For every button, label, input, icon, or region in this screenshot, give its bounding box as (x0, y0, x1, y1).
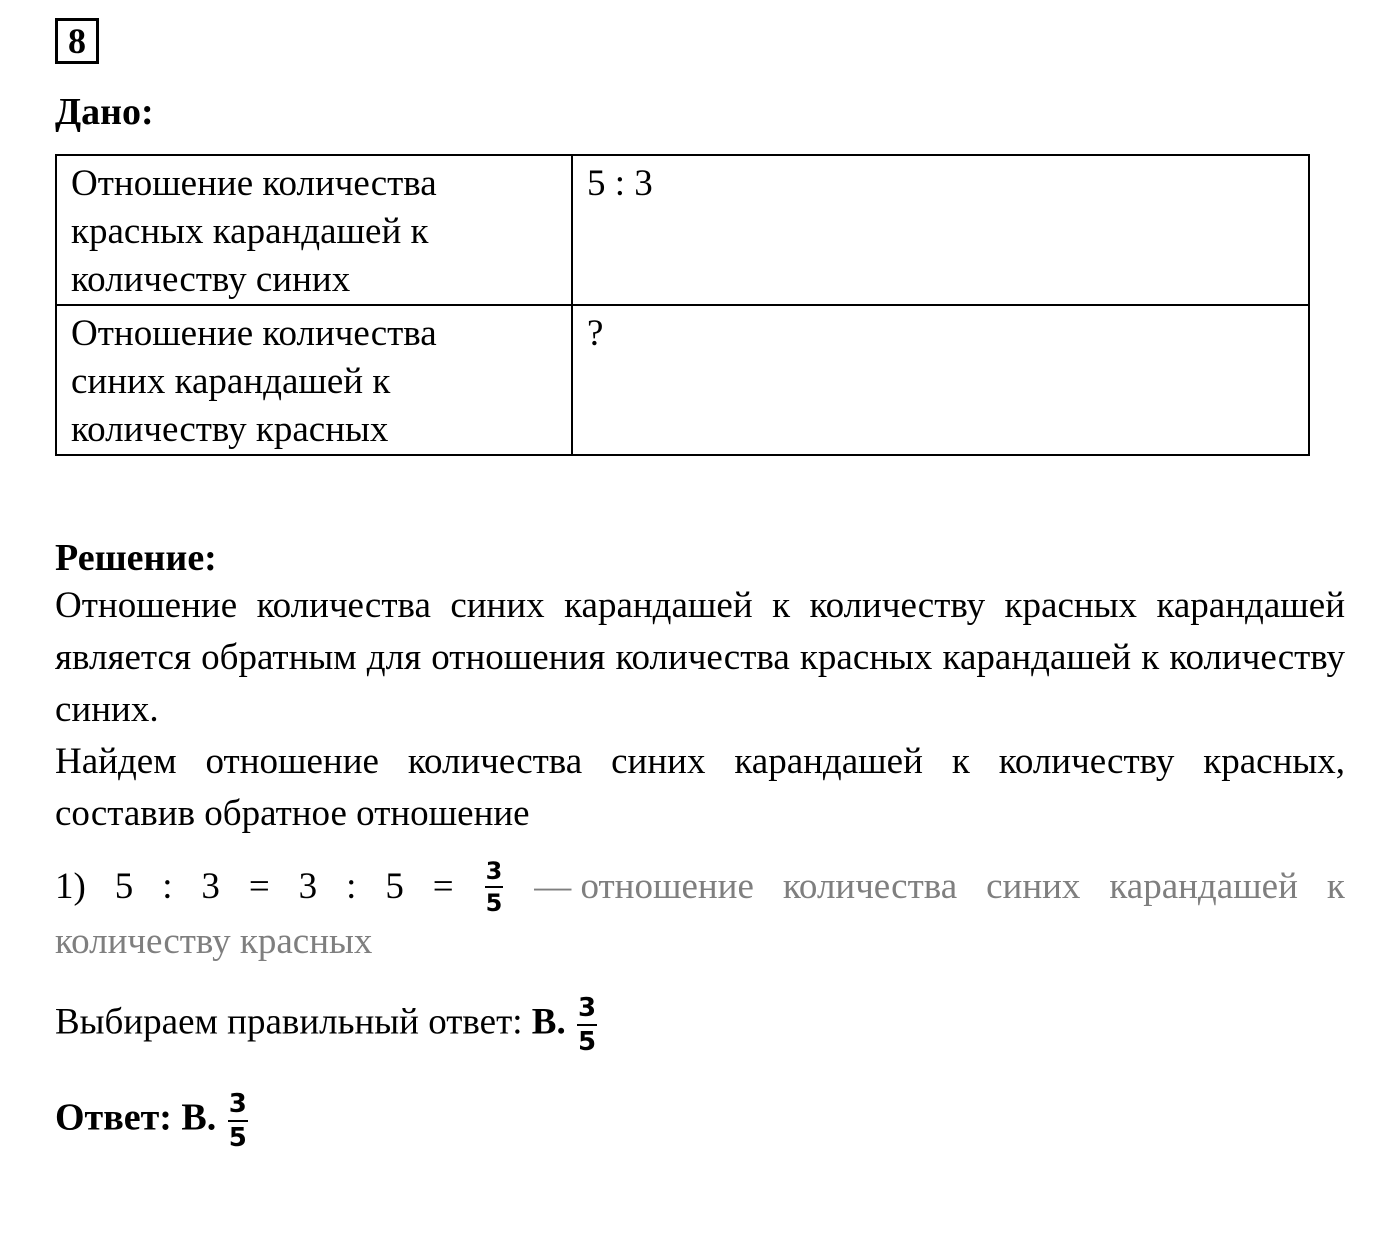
fraction-denominator: 5 (228, 1123, 247, 1153)
step-comment-token: к (1326, 866, 1345, 907)
step-token: 5 (385, 866, 404, 907)
label-line: количеству красных (71, 409, 389, 450)
step-comment-token: синих (986, 866, 1081, 907)
step-token: = (432, 866, 454, 907)
fraction-denominator: 5 (577, 1027, 597, 1057)
solution-page (55, 18, 1345, 1152)
given-table (55, 154, 1310, 456)
step-token: 1) (55, 866, 86, 907)
choice-line (55, 994, 1345, 1056)
table-row (56, 155, 1309, 305)
choice-option: В. (531, 1001, 566, 1043)
label-line: Отношение количества (71, 163, 437, 204)
solution-paragraph-1: Отношение количества синих карандашей к количеству красных карандашей является обратным для отношения количества красных карандашей к количеству синих. (55, 585, 1345, 730)
fraction-numerator: 3 (485, 858, 504, 888)
fraction-numerator: 3 (228, 1090, 248, 1122)
step-token: : (162, 866, 173, 907)
step-fraction (485, 858, 504, 916)
choice-fraction (577, 994, 597, 1056)
step-token: 3 (201, 866, 220, 907)
answer-label: Ответ: В. (55, 1096, 217, 1139)
fraction-denominator: 5 (485, 889, 503, 917)
table-cell-value: ? (572, 305, 1309, 455)
task-number-badge: 8 (55, 18, 99, 64)
answer-fraction (228, 1090, 248, 1152)
step-token: 3 (298, 866, 318, 907)
answer-line (55, 1090, 1345, 1152)
step-comment-token: — отношение (534, 866, 754, 907)
step-comment-line2: количеству красных (55, 921, 373, 962)
given-heading: Дано: (55, 91, 154, 133)
label-line: количеству синих (71, 259, 351, 300)
label-line: синих карандашей к (71, 361, 391, 402)
fraction-numerator: 3 (577, 994, 597, 1026)
step-equation-line (55, 858, 1345, 916)
label-line: красных карандашей к (71, 211, 429, 252)
choice-text: Выбираем правильный ответ: (55, 1001, 532, 1043)
solution-step-1 (55, 858, 1345, 968)
table-row (56, 305, 1309, 455)
step-token: : (346, 866, 357, 907)
step-comment-token: карандашей (1109, 866, 1298, 907)
step-token: 5 (114, 866, 134, 907)
step-comment-token: количества (782, 866, 958, 907)
solution-heading: Решение: (55, 537, 217, 579)
table-cell-label (56, 305, 572, 455)
table-cell-label (56, 155, 572, 305)
solution-paragraph-2: Найдем отношение количества синих карандашей к количеству красных, составив обратное отношение (55, 741, 1345, 834)
step-token: = (248, 866, 270, 907)
table-cell-value: 5 : 3 (572, 155, 1309, 305)
label-line: Отношение количества (71, 313, 437, 354)
